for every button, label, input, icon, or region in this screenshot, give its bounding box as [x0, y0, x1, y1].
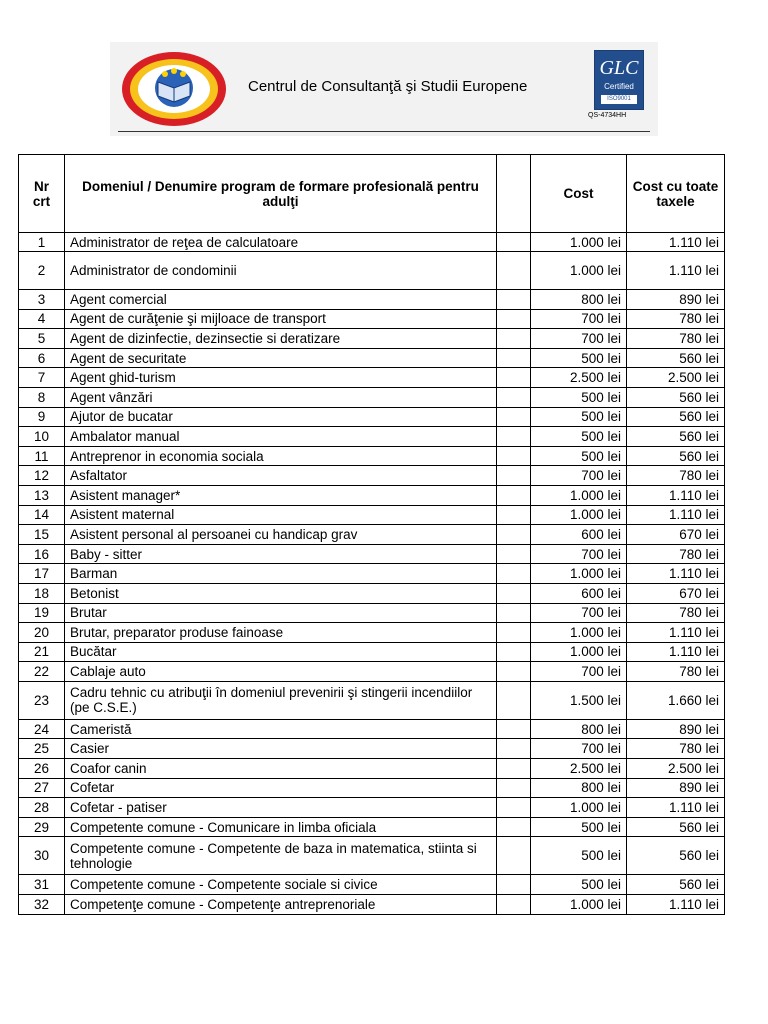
table-row: [19, 564, 725, 584]
row-number: 7: [19, 368, 65, 388]
program-cost: 1.000 lei: [531, 798, 627, 818]
program-cost: 700 lei: [531, 544, 627, 564]
program-total-cost: 1.660 lei: [627, 681, 725, 719]
empty-cell: [497, 407, 531, 427]
program-cost: 1.000 lei: [531, 623, 627, 643]
table-row: [19, 837, 725, 875]
program-total-cost: 560 lei: [627, 817, 725, 837]
program-cost: 1.500 lei: [531, 681, 627, 719]
table-row: [19, 505, 725, 525]
program-name: Antreprenor in economia sociala: [65, 446, 497, 466]
program-name: Agent ghid-turism: [65, 368, 497, 388]
program-cost: 600 lei: [531, 525, 627, 545]
program-cost: 1.000 lei: [531, 895, 627, 915]
header-cost: Cost: [531, 155, 627, 233]
row-number: 27: [19, 778, 65, 798]
program-name: Betonist: [65, 583, 497, 603]
row-number: 22: [19, 662, 65, 682]
program-name: Asfaltator: [65, 466, 497, 486]
row-number: 9: [19, 407, 65, 427]
table-row: [19, 719, 725, 739]
empty-cell: [497, 446, 531, 466]
row-number: 30: [19, 837, 65, 875]
program-name: Bucătar: [65, 642, 497, 662]
program-total-cost: 1.110 lei: [627, 233, 725, 252]
program-total-cost: 2.500 lei: [627, 368, 725, 388]
row-number: 26: [19, 759, 65, 779]
empty-cell: [497, 505, 531, 525]
program-name: Cadru tehnic cu atribuţii în domeniul prevenirii şi stingerii incendiilor (pe C.S.E.): [65, 681, 497, 719]
program-cost: 1.000 lei: [531, 252, 627, 290]
table-row: [19, 583, 725, 603]
program-total-cost: 780 lei: [627, 466, 725, 486]
empty-cell: [497, 466, 531, 486]
program-name: Barman: [65, 564, 497, 584]
program-name: Agent vânzări: [65, 387, 497, 407]
program-name: Baby - sitter: [65, 544, 497, 564]
program-cost: 500 lei: [531, 817, 627, 837]
empty-cell: [497, 583, 531, 603]
program-name: Competenţe comune - Competenţe antreprenoriale: [65, 895, 497, 915]
program-cost: 500 lei: [531, 407, 627, 427]
table-row: [19, 446, 725, 466]
price-table: [18, 154, 725, 915]
program-total-cost: 1.110 lei: [627, 564, 725, 584]
program-total-cost: 1.110 lei: [627, 798, 725, 818]
row-number: 5: [19, 329, 65, 349]
program-name: Ajutor de bucatar: [65, 407, 497, 427]
program-cost: 700 lei: [531, 309, 627, 329]
program-total-cost: 1.110 lei: [627, 642, 725, 662]
program-name: Cofetar: [65, 778, 497, 798]
empty-cell: [497, 739, 531, 759]
program-name: Brutar, preparator produse fainoase: [65, 623, 497, 643]
table-row: [19, 759, 725, 779]
table-row: [19, 817, 725, 837]
program-name: Ambalator manual: [65, 427, 497, 447]
program-cost: 2.500 lei: [531, 759, 627, 779]
program-name: Coafor canin: [65, 759, 497, 779]
program-cost: 1.000 lei: [531, 505, 627, 525]
table-row: [19, 427, 725, 447]
table-row: [19, 466, 725, 486]
empty-cell: [497, 368, 531, 388]
table-row: [19, 407, 725, 427]
program-total-cost: 780 lei: [627, 309, 725, 329]
row-number: 21: [19, 642, 65, 662]
row-number: 18: [19, 583, 65, 603]
program-cost: 800 lei: [531, 719, 627, 739]
program-cost: 500 lei: [531, 348, 627, 368]
row-number: 24: [19, 719, 65, 739]
table-row: [19, 895, 725, 915]
document-header: [110, 42, 658, 136]
program-total-cost: 1.110 lei: [627, 485, 725, 505]
program-name: Asistent manager*: [65, 485, 497, 505]
program-total-cost: 780 lei: [627, 603, 725, 623]
program-name: Administrator de reţea de calculatoare: [65, 233, 497, 252]
empty-cell: [497, 252, 531, 290]
empty-cell: [497, 544, 531, 564]
empty-cell: [497, 778, 531, 798]
table-row: [19, 739, 725, 759]
table-row: [19, 603, 725, 623]
table-row: [19, 662, 725, 682]
table-row: [19, 642, 725, 662]
program-name: Asistent maternal: [65, 505, 497, 525]
row-number: 31: [19, 875, 65, 895]
empty-cell: [497, 798, 531, 818]
program-name: Cofetar - patiser: [65, 798, 497, 818]
row-number: 15: [19, 525, 65, 545]
empty-cell: [497, 623, 531, 643]
program-name: Casier: [65, 739, 497, 759]
program-cost: 800 lei: [531, 778, 627, 798]
program-cost: 500 lei: [531, 446, 627, 466]
table-row: [19, 778, 725, 798]
program-total-cost: 890 lei: [627, 719, 725, 739]
table-row: [19, 348, 725, 368]
program-cost: 500 lei: [531, 875, 627, 895]
empty-cell: [497, 817, 531, 837]
program-cost: 700 lei: [531, 662, 627, 682]
table-row: [19, 387, 725, 407]
program-cost: 500 lei: [531, 837, 627, 875]
cert-logo-text: GLC: [599, 57, 639, 79]
program-total-cost: 560 lei: [627, 837, 725, 875]
empty-cell: [497, 290, 531, 310]
row-number: 6: [19, 348, 65, 368]
table-row: [19, 544, 725, 564]
empty-cell: [497, 309, 531, 329]
program-cost: 2.500 lei: [531, 368, 627, 388]
program-cost: 1.000 lei: [531, 485, 627, 505]
header-empty: [497, 155, 531, 233]
table-row: [19, 252, 725, 290]
empty-cell: [497, 427, 531, 447]
table-row: [19, 290, 725, 310]
program-total-cost: 2.500 lei: [627, 759, 725, 779]
program-total-cost: 560 lei: [627, 348, 725, 368]
row-number: 1: [19, 233, 65, 252]
row-number: 10: [19, 427, 65, 447]
program-cost: 700 lei: [531, 603, 627, 623]
row-number: 16: [19, 544, 65, 564]
table-row: [19, 233, 725, 252]
row-number: 28: [19, 798, 65, 818]
row-number: 25: [19, 739, 65, 759]
program-name: Competente comune - Comunicare in limba oficiala: [65, 817, 497, 837]
cert-standard: ISO9001: [601, 95, 637, 104]
program-name: Agent comercial: [65, 290, 497, 310]
table-row: [19, 485, 725, 505]
program-name: Agent de dizinfectie, dezinsectie si deratizare: [65, 329, 497, 349]
program-cost: 500 lei: [531, 427, 627, 447]
row-number: 17: [19, 564, 65, 584]
row-number: 14: [19, 505, 65, 525]
program-cost: 1.000 lei: [531, 642, 627, 662]
program-total-cost: 1.110 lei: [627, 895, 725, 915]
program-cost: 600 lei: [531, 583, 627, 603]
program-total-cost: 780 lei: [627, 662, 725, 682]
row-number: 13: [19, 485, 65, 505]
empty-cell: [497, 662, 531, 682]
program-total-cost: 560 lei: [627, 446, 725, 466]
program-cost: 800 lei: [531, 290, 627, 310]
row-number: 12: [19, 466, 65, 486]
program-cost: 1.000 lei: [531, 564, 627, 584]
empty-cell: [497, 837, 531, 875]
program-total-cost: 560 lei: [627, 427, 725, 447]
program-total-cost: 1.110 lei: [627, 623, 725, 643]
empty-cell: [497, 681, 531, 719]
program-name: Cameristă: [65, 719, 497, 739]
empty-cell: [497, 642, 531, 662]
program-name: Cablaje auto: [65, 662, 497, 682]
program-total-cost: 560 lei: [627, 407, 725, 427]
table-row: [19, 798, 725, 818]
program-total-cost: 560 lei: [627, 875, 725, 895]
program-cost: 1.000 lei: [531, 233, 627, 252]
table-header-row: [19, 155, 725, 233]
program-name: Agent de securitate: [65, 348, 497, 368]
row-number: 8: [19, 387, 65, 407]
table-row: [19, 875, 725, 895]
program-name: Competente comune - Competente de baza in matematica, stiinta si tehnologie: [65, 837, 497, 875]
program-total-cost: 670 lei: [627, 583, 725, 603]
organization-name: Centrul de Consultanţă şi Studii Europene: [248, 78, 528, 95]
header-divider: [118, 131, 650, 132]
row-number: 3: [19, 290, 65, 310]
program-cost: 500 lei: [531, 387, 627, 407]
row-number: 32: [19, 895, 65, 915]
row-number: 4: [19, 309, 65, 329]
empty-cell: [497, 233, 531, 252]
table-row: [19, 329, 725, 349]
program-total-cost: 890 lei: [627, 290, 725, 310]
empty-cell: [497, 875, 531, 895]
header-total: Cost cu toate taxele: [627, 155, 725, 233]
program-total-cost: 670 lei: [627, 525, 725, 545]
empty-cell: [497, 603, 531, 623]
program-total-cost: 1.110 lei: [627, 252, 725, 290]
cert-code: QS-4734HH: [588, 112, 627, 119]
program-name: Competente comune - Competente sociale si civice: [65, 875, 497, 895]
table-row: [19, 623, 725, 643]
empty-cell: [497, 329, 531, 349]
empty-cell: [497, 719, 531, 739]
program-total-cost: 780 lei: [627, 329, 725, 349]
row-number: 29: [19, 817, 65, 837]
program-name: Asistent personal al persoanei cu handicap grav: [65, 525, 497, 545]
program-name: Brutar: [65, 603, 497, 623]
program-total-cost: 1.110 lei: [627, 505, 725, 525]
empty-cell: [497, 895, 531, 915]
row-number: 20: [19, 623, 65, 643]
header-domain: Domeniul / Denumire program de formare profesională pentru adulţi: [65, 155, 497, 233]
program-name: Agent de curăţenie şi mijloace de transport: [65, 309, 497, 329]
program-cost: 700 lei: [531, 329, 627, 349]
table-row: [19, 368, 725, 388]
cert-label: Certified: [604, 82, 634, 91]
empty-cell: [497, 525, 531, 545]
program-total-cost: 890 lei: [627, 778, 725, 798]
empty-cell: [497, 485, 531, 505]
empty-cell: [497, 564, 531, 584]
table-row: [19, 525, 725, 545]
program-cost: 700 lei: [531, 466, 627, 486]
program-cost: 700 lei: [531, 739, 627, 759]
row-number: 2: [19, 252, 65, 290]
program-total-cost: 780 lei: [627, 739, 725, 759]
row-number: 19: [19, 603, 65, 623]
program-total-cost: 780 lei: [627, 544, 725, 564]
program-total-cost: 560 lei: [627, 387, 725, 407]
organization-logo: [120, 50, 228, 128]
table-row: [19, 309, 725, 329]
empty-cell: [497, 759, 531, 779]
row-number: 23: [19, 681, 65, 719]
certification-logo: [594, 50, 644, 110]
program-name: Administrator de condominii: [65, 252, 497, 290]
table-row: [19, 681, 725, 719]
row-number: 11: [19, 446, 65, 466]
empty-cell: [497, 348, 531, 368]
header-nr: Nr crt: [19, 155, 65, 233]
empty-cell: [497, 387, 531, 407]
